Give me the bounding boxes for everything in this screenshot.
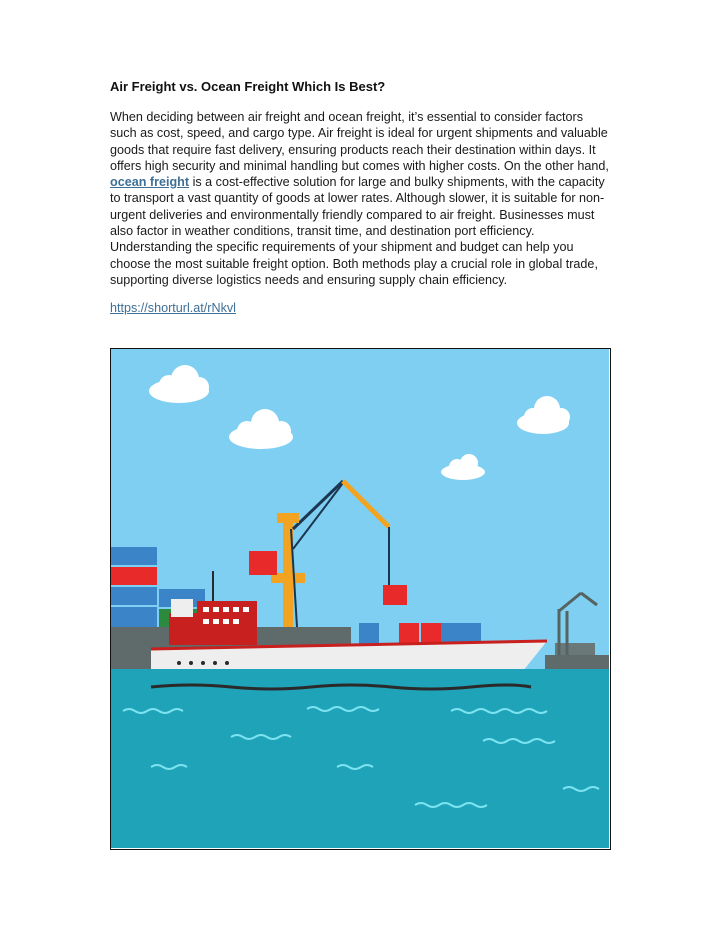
ocean-freight-link[interactable]: ocean freight [110,175,190,190]
paragraph-text-part2: is a cost-effective solution for large and bulky shipments, with the capacity to transport a vast quantity of goods at lower rates. Although slower, it is suitable for non-urgent deliveries and environmentally friendly compared to air freight. Businesses must also factor in weather conditions, transit time, and destination port efficiency. Understanding the specific requirements of your shipment and budget can help you choose the most suitable freight option. Both methods play a crucial role in global trade, supporting diverse logistics needs and ensuring supply chain efficiency. [110,175,605,287]
right-dock [545,655,609,669]
article-title: Air Freight vs. Ocean Freight Which Is Best? [110,79,386,94]
source-url-link[interactable]: https://shorturl.at/rNkvl [110,301,236,316]
paragraph-text-part1: When deciding between air freight and ocean freight, it’s essential to consider factors such as cost, speed, and cargo type. Air freight is ideal for urgent shipments and valuable goods that require fast delivery, ensuring products reach their destination within days. It offers high security and minimal handling but comes with higher costs. On the other hand, [110,110,609,173]
article-paragraph [110,109,610,288]
cargo-ship-illustration [110,348,611,850]
sea [111,669,609,848]
article [110,78,610,316]
